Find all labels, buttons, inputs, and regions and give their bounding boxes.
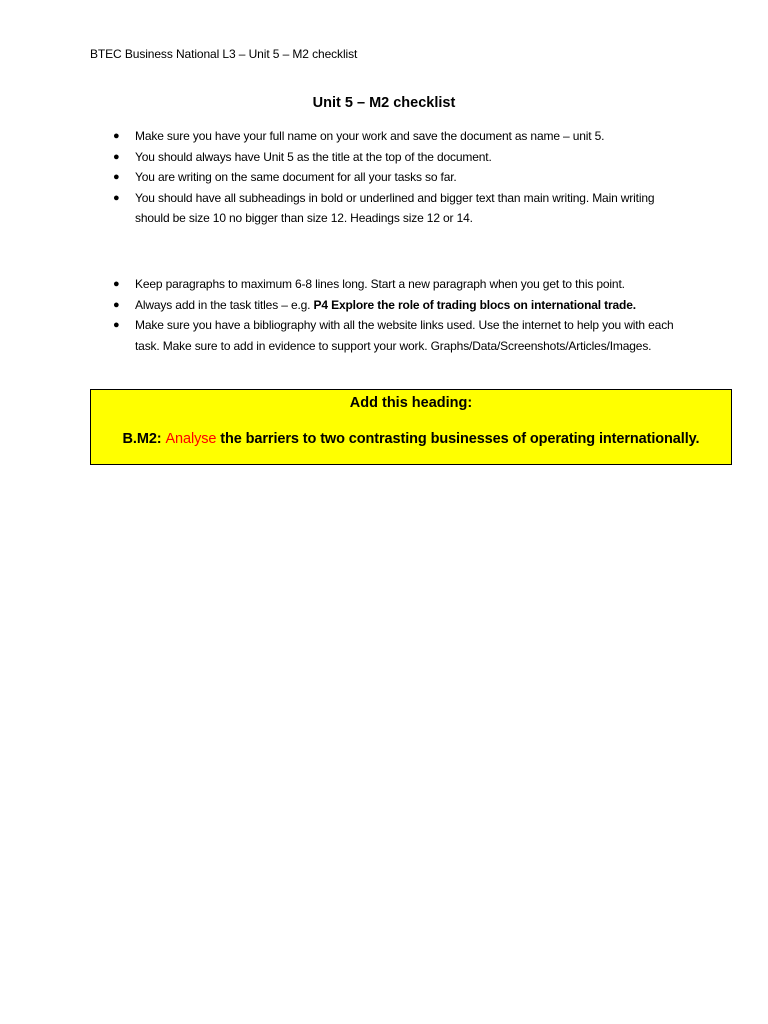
task-code: B.M2:: [122, 431, 166, 447]
checklist-item: [90, 188, 680, 229]
task-title-example: P4 Explore the role of trading blocs on international trade.: [313, 297, 636, 312]
task-description: the barriers to two contrasting businesses of operating internationally.: [216, 431, 700, 447]
checklist-top: [90, 126, 680, 229]
checklist-item: [90, 167, 680, 188]
checklist-bottom: [90, 274, 680, 356]
checklist-item-text: Keep paragraphs to maximum 6-8 lines long. Start a new paragraph when you get to this point.: [135, 277, 625, 291]
bullet-icon: ●: [113, 191, 120, 204]
checklist-item: [90, 295, 680, 316]
checklist-item: [90, 126, 680, 147]
checklist-item-text: Always add in the task titles – e.g.: [135, 297, 314, 312]
box-heading: Add this heading:: [349, 395, 473, 411]
checklist-item: [90, 274, 680, 295]
bullet-icon: ●: [113, 278, 120, 290]
task-heading: [91, 431, 731, 447]
bullet-icon: ●: [113, 150, 120, 163]
bullet-icon: ●: [113, 298, 120, 311]
checklist-item: [90, 147, 680, 168]
bullet-icon: ●: [113, 130, 120, 142]
checklist-item-text: You are writing on the same document for all your tasks so far.: [135, 170, 457, 184]
bullet-icon: ●: [113, 171, 120, 183]
bullet-icon: ●: [113, 319, 120, 331]
document-title: Unit 5 – M2 checklist: [312, 95, 456, 111]
checklist-item-text: You should always have Unit 5 as the title at the top of the document.: [135, 149, 492, 164]
checklist-item-text: You should have all subheadings in bold or underlined and bigger text than main writing. Main writing should be size 10 no bigger than size 12. Headings size 12 or 14.: [135, 190, 655, 225]
command-word: Analyse: [165, 431, 217, 447]
heading-instruction-box: [90, 389, 732, 465]
page-header: BTEC Business National L3 – Unit 5 – M2 checklist: [90, 47, 358, 61]
checklist-item-text: Make sure you have your full name on your work and save the document as name – unit 5.: [135, 129, 605, 143]
checklist-item: [90, 315, 680, 356]
checklist-item-text: Make sure you have a bibliography with all the website links used. Use the internet to help you with each task. Make sure to add in evidence to support your work. Graphs/Data/Screenshots/Articles/Images.: [135, 318, 674, 353]
